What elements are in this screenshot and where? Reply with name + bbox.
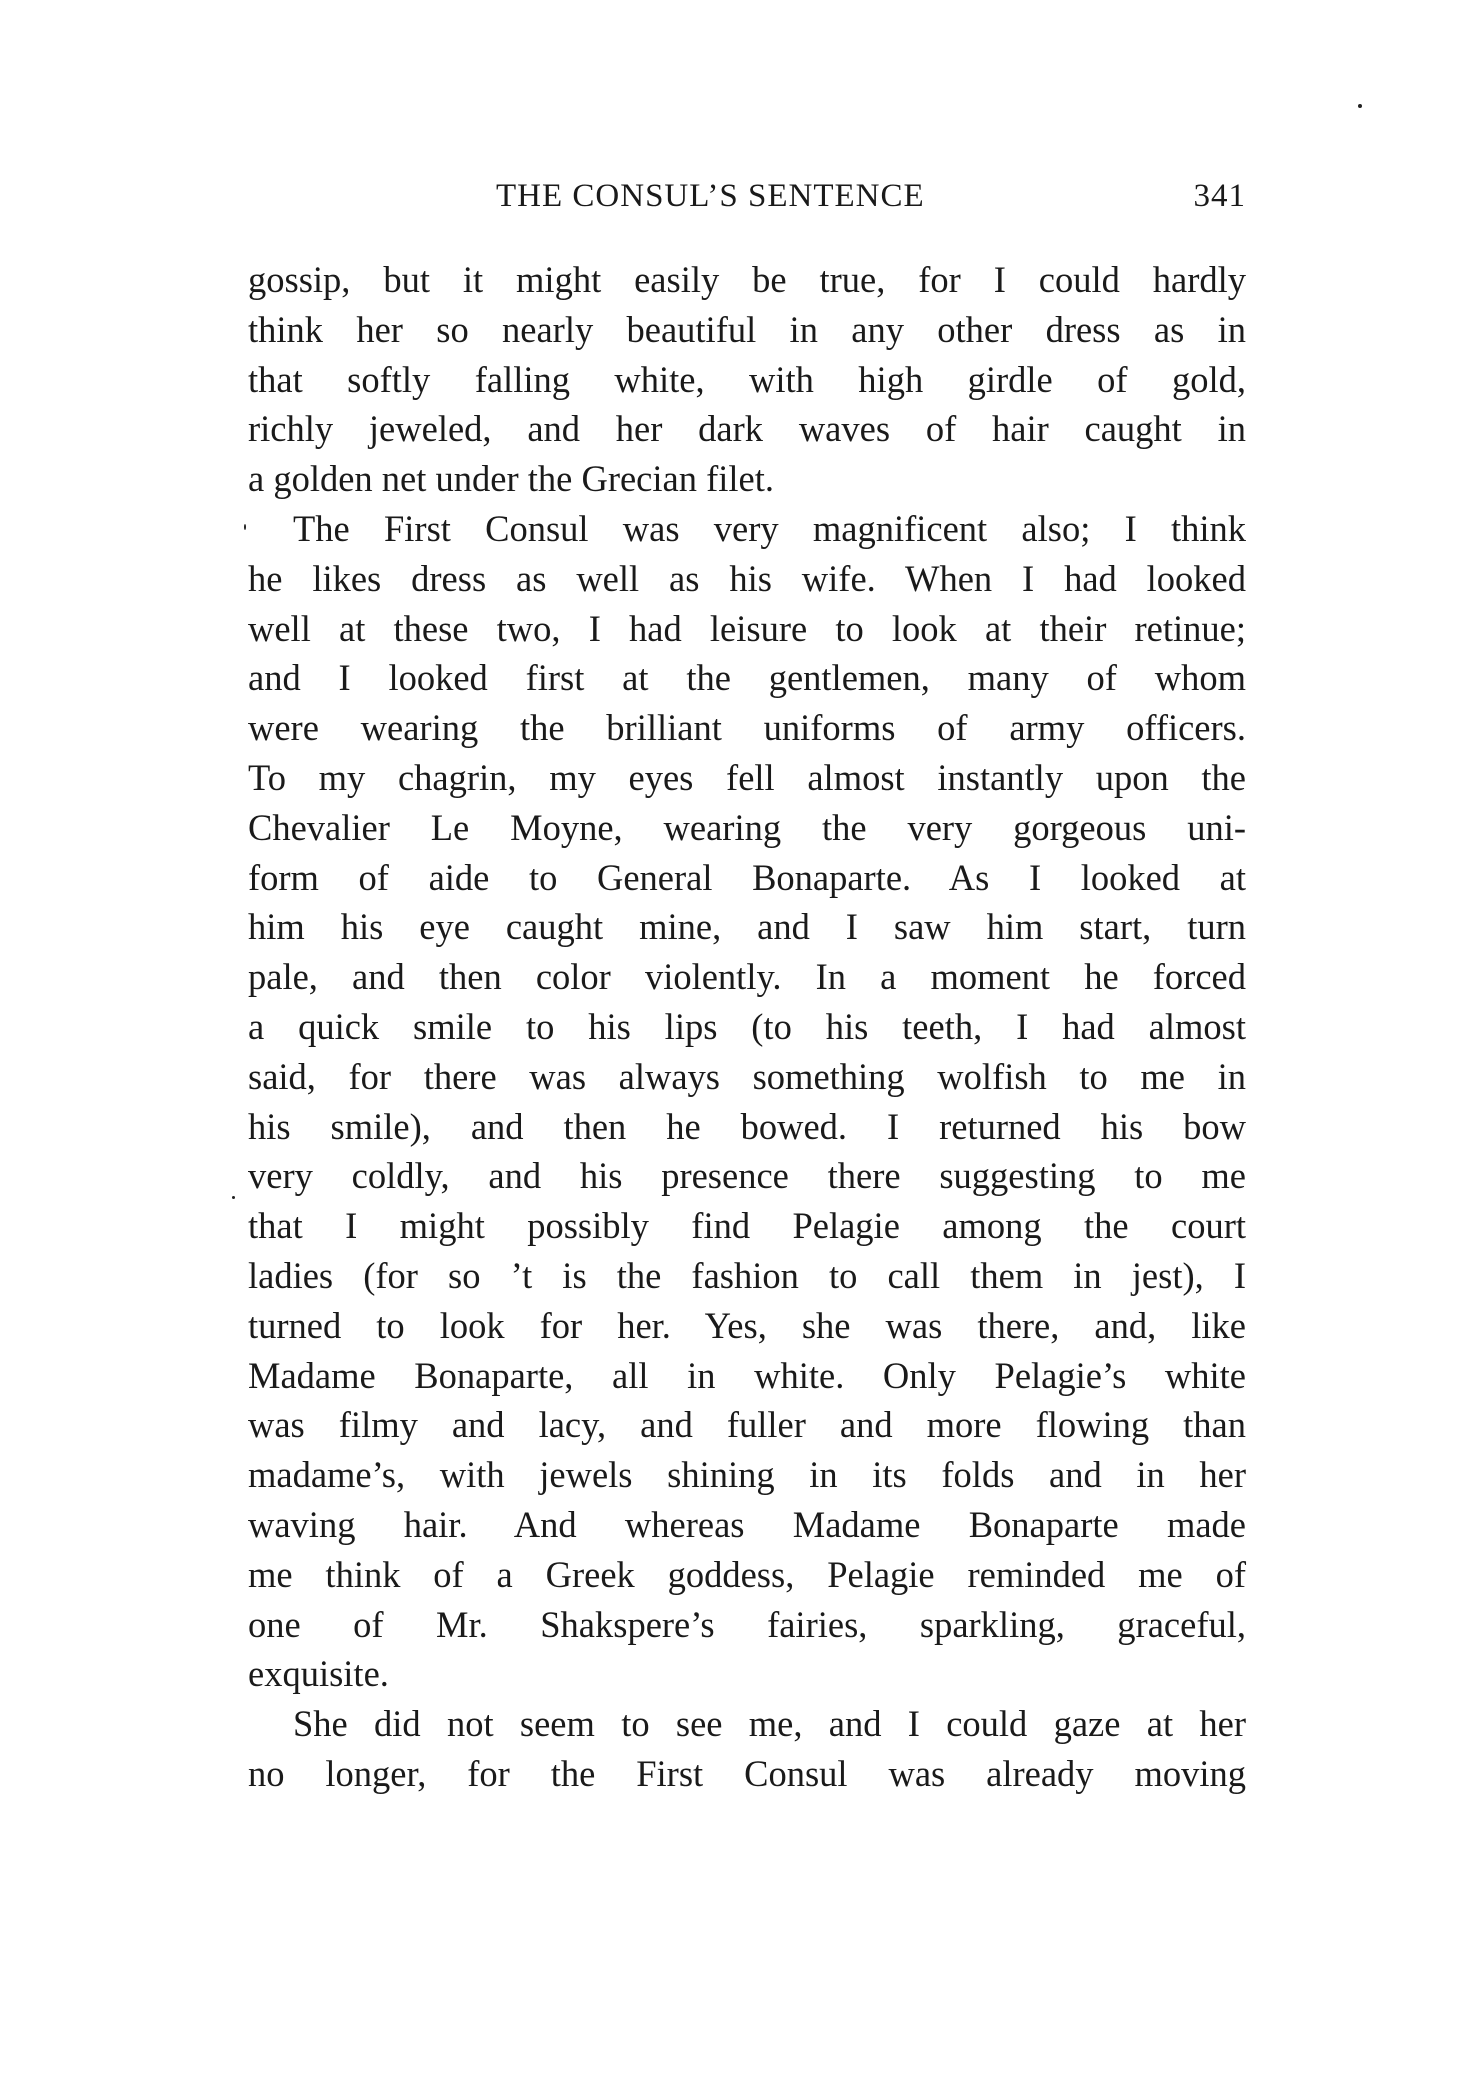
text-line: a golden net under the Grecian filet. [248,458,774,500]
text-line: richly jeweled, and her dark waves of hair caught in [248,408,1246,450]
text-line: and I looked first at the gentlemen, many of whom [248,657,1246,699]
text-line: no longer, for the First Consul was already moving [248,1752,1246,1794]
running-title: THE CONSUL’S SENTENCE [496,178,925,214]
text-line: exquisite. [248,1653,389,1695]
text-line: were wearing the brilliant uniforms of army officers. [248,707,1246,749]
paper-speck [1358,104,1362,108]
text-line: he likes dress as well as his wife. When I had looked [248,557,1246,599]
text-line: To my chagrin, my eyes fell almost instantly upon the [248,756,1246,798]
text-line: him his eye caught mine, and I saw him start, turn [248,906,1246,948]
paper-speck [244,524,246,530]
text-line: that I might possibly find Pelagie among the court [248,1205,1246,1247]
text-line: very coldly, and his presence there suggesting to me [248,1155,1246,1197]
text-line: turned to look for her. Yes, she was there, and, like [248,1304,1246,1346]
running-head [248,178,1246,228]
text-line: Madame Bonaparte, all in white. Only Pelagie’s white [248,1354,1246,1396]
text-line: said, for there was always something wolfish to me in [248,1055,1246,1097]
page-number: 341 [1193,178,1246,214]
text-line: that softly falling white, with high girdle of gold, [248,358,1246,400]
text-line: madame’s, with jewels shining in its folds and in her [248,1454,1246,1496]
text-line: well at these two, I had leisure to look at their retinue; [248,607,1246,649]
text-line: one of Mr. Shakspere’s fairies, sparkling, graceful, [248,1603,1246,1645]
text-line: a quick smile to his lips (to his teeth, I had almost [248,1005,1246,1047]
text-line: form of aide to General Bonaparte. As I looked at [248,856,1246,898]
text-line: gossip, but it might easily be true, for I could hardly [248,259,1246,300]
text-line: was filmy and lacy, and fuller and more flowing than [248,1404,1246,1446]
paragraph-start-line: The First Consul was very magnificent also; I think [293,507,1246,549]
text-line: ladies (for so ’t is the fashion to call them in jest), I [248,1254,1246,1296]
paragraph-start-line: She did not seem to see me, and I could gaze at her [293,1703,1246,1745]
text-line: waving hair. And whereas Madame Bonaparte made [248,1503,1246,1545]
text-line: me think of a Greek goddess, Pelagie reminded me of [248,1553,1246,1595]
text-line: Chevalier Le Moyne, wearing the very gorgeous uni- [248,806,1246,848]
text-line: pale, and then color violently. In a moment he forced [248,956,1246,998]
text-line: his smile), and then he bowed. I returned his bow [248,1105,1246,1147]
paper-speck [232,1196,235,1199]
text-line: think her so nearly beautiful in any other dress as in [248,308,1246,350]
body-text [248,255,1246,1799]
